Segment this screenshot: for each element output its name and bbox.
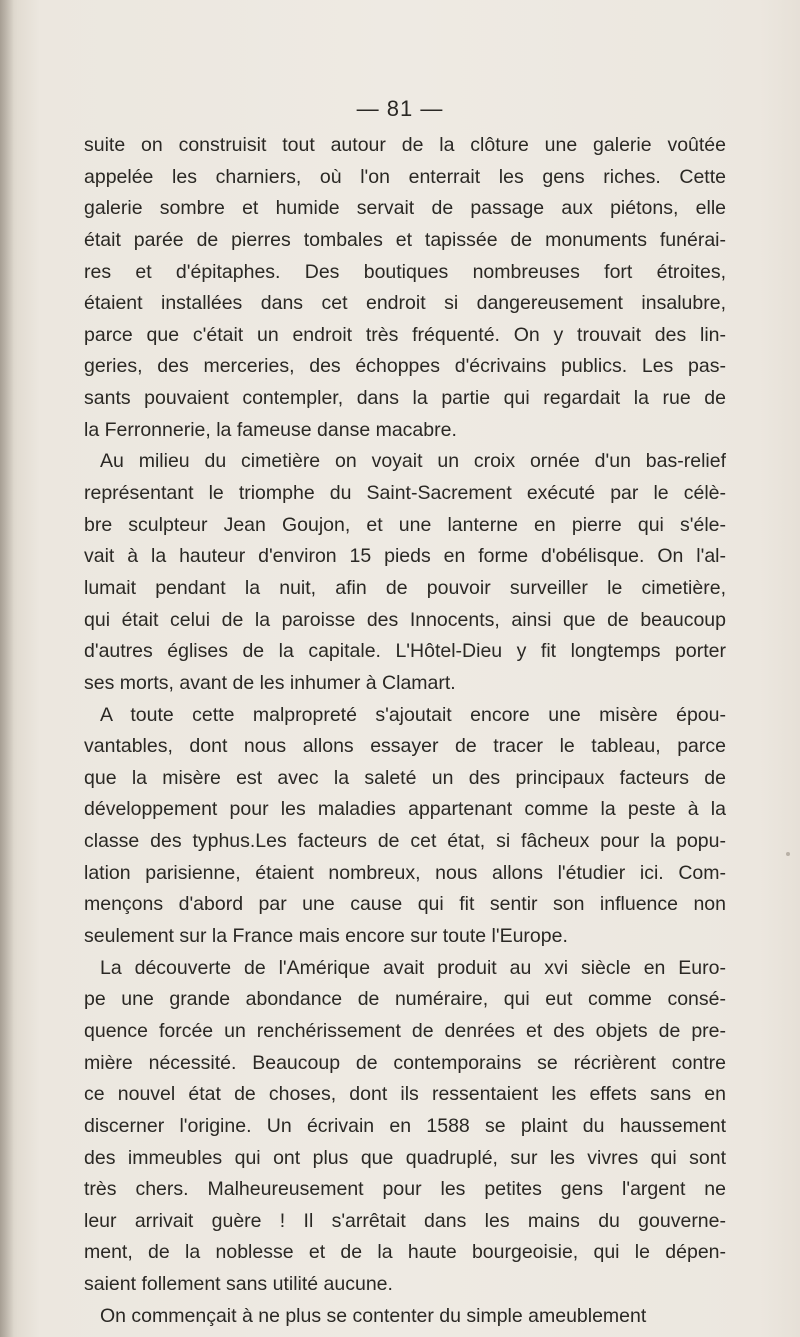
- text-line: geries, des merceries, des échoppes d'écrivains publics. Les pas-: [84, 355, 726, 378]
- text-line: très chers. Malheureusement pour les petites gens l'argent ne: [84, 1178, 726, 1201]
- text-line: A toute cette malpropreté s'ajoutait encore une misère épou-: [100, 703, 726, 726]
- text-line: ment, de la noblesse et de la haute bourgeoisie, qui le dépen-: [84, 1241, 726, 1264]
- body-text: [84, 130, 726, 1332]
- text-line: ses morts, avant de les inhumer à Clamart.: [84, 671, 456, 694]
- text-line: res et d'épitaphes. Des boutiques nombreuses fort étroites,: [84, 260, 726, 283]
- text-line: saient follement sans utilité aucune.: [84, 1273, 393, 1296]
- text-line: ce nouvel état de choses, dont ils ressentaient les effets sans en: [84, 1083, 726, 1106]
- text-line: étaient installées dans cet endroit si dangereusement insalubre,: [84, 292, 726, 315]
- text-line: que la misère est avec la saleté un des principaux facteurs de: [84, 766, 726, 789]
- text-line: galerie sombre et humide servait de passage aux piétons, elle: [84, 197, 726, 220]
- page-number: — 81 —: [356, 96, 444, 121]
- text-line: mençons d'abord par une cause qui fit sentir son influence non: [84, 893, 726, 916]
- text-line: vait à la hauteur d'environ 15 pieds en forme d'obélisque. On l'al-: [84, 545, 726, 568]
- text-line: parce que c'était un endroit très fréquenté. On y trouvait des lin-: [84, 323, 726, 346]
- text-line: d'autres églises de la capitale. L'Hôtel-Dieu y fit longtemps porter: [84, 640, 726, 663]
- text-line: qui était celui de la paroisse des Innocents, ainsi que de beaucoup: [84, 608, 726, 631]
- text-line: La découverte de l'Amérique avait produit au xvi siècle en Euro-: [100, 956, 726, 979]
- text-line: développement pour les maladies appartenant comme la peste à la: [84, 798, 726, 821]
- text-line: lation parisienne, étaient nombreux, nous allons l'étudier ici. Com-: [84, 861, 726, 884]
- text-line: bre sculpteur Jean Goujon, et une lanterne en pierre qui s'éle-: [84, 513, 726, 536]
- text-line: On commençait à ne plus se contenter du simple ameublement: [100, 1304, 647, 1327]
- text-line: lumait pendant la nuit, afin de pouvoir surveiller le cimetière,: [84, 576, 726, 599]
- text-line: leur arrivait guère ! Il s'arrêtait dans les mains du gouverne-: [84, 1209, 726, 1232]
- text-line: seulement sur la France mais encore sur toute l'Europe.: [84, 925, 568, 948]
- text-line: la Ferronnerie, la fameuse danse macabre.: [84, 418, 457, 441]
- text-line: suite on construisit tout autour de la clôture une galerie voûtée: [84, 134, 726, 156]
- text-line: appelée les charniers, où l'on enterrait les gens riches. Cette: [84, 165, 726, 188]
- paper-speck: [786, 852, 790, 856]
- text-line: discerner l'origine. Un écrivain en 1588 se plaint du haussement: [84, 1114, 726, 1137]
- text-line: pe une grande abondance de numéraire, qui eut comme consé-: [84, 988, 726, 1011]
- text-line: classe des typhus.Les facteurs de cet état, si fâcheux pour la popu-: [84, 830, 726, 853]
- text-line: des immeubles qui ont plus que quadruplé, sur les vivres qui sont: [84, 1146, 726, 1169]
- text-line: mière nécessité. Beaucoup de contemporains se récrièrent contre: [84, 1051, 726, 1074]
- text-line: quence forcée un renchérissement de denrées et des objets de pre-: [84, 1019, 726, 1042]
- text-line: était parée de pierres tombales et tapissée de monuments funérai-: [84, 228, 726, 251]
- text-line: représentant le triomphe du Saint-Sacrement exécuté par le célè-: [84, 482, 726, 505]
- text-line: Au milieu du cimetière on voyait un croix ornée d'un bas-relief: [100, 450, 726, 473]
- binding-shadow: [0, 0, 14, 1337]
- text-line: vantables, dont nous allons essayer de tracer le tableau, parce: [84, 735, 726, 758]
- text-line: sants pouvaient contempler, dans la partie qui regardait la rue de: [84, 387, 726, 410]
